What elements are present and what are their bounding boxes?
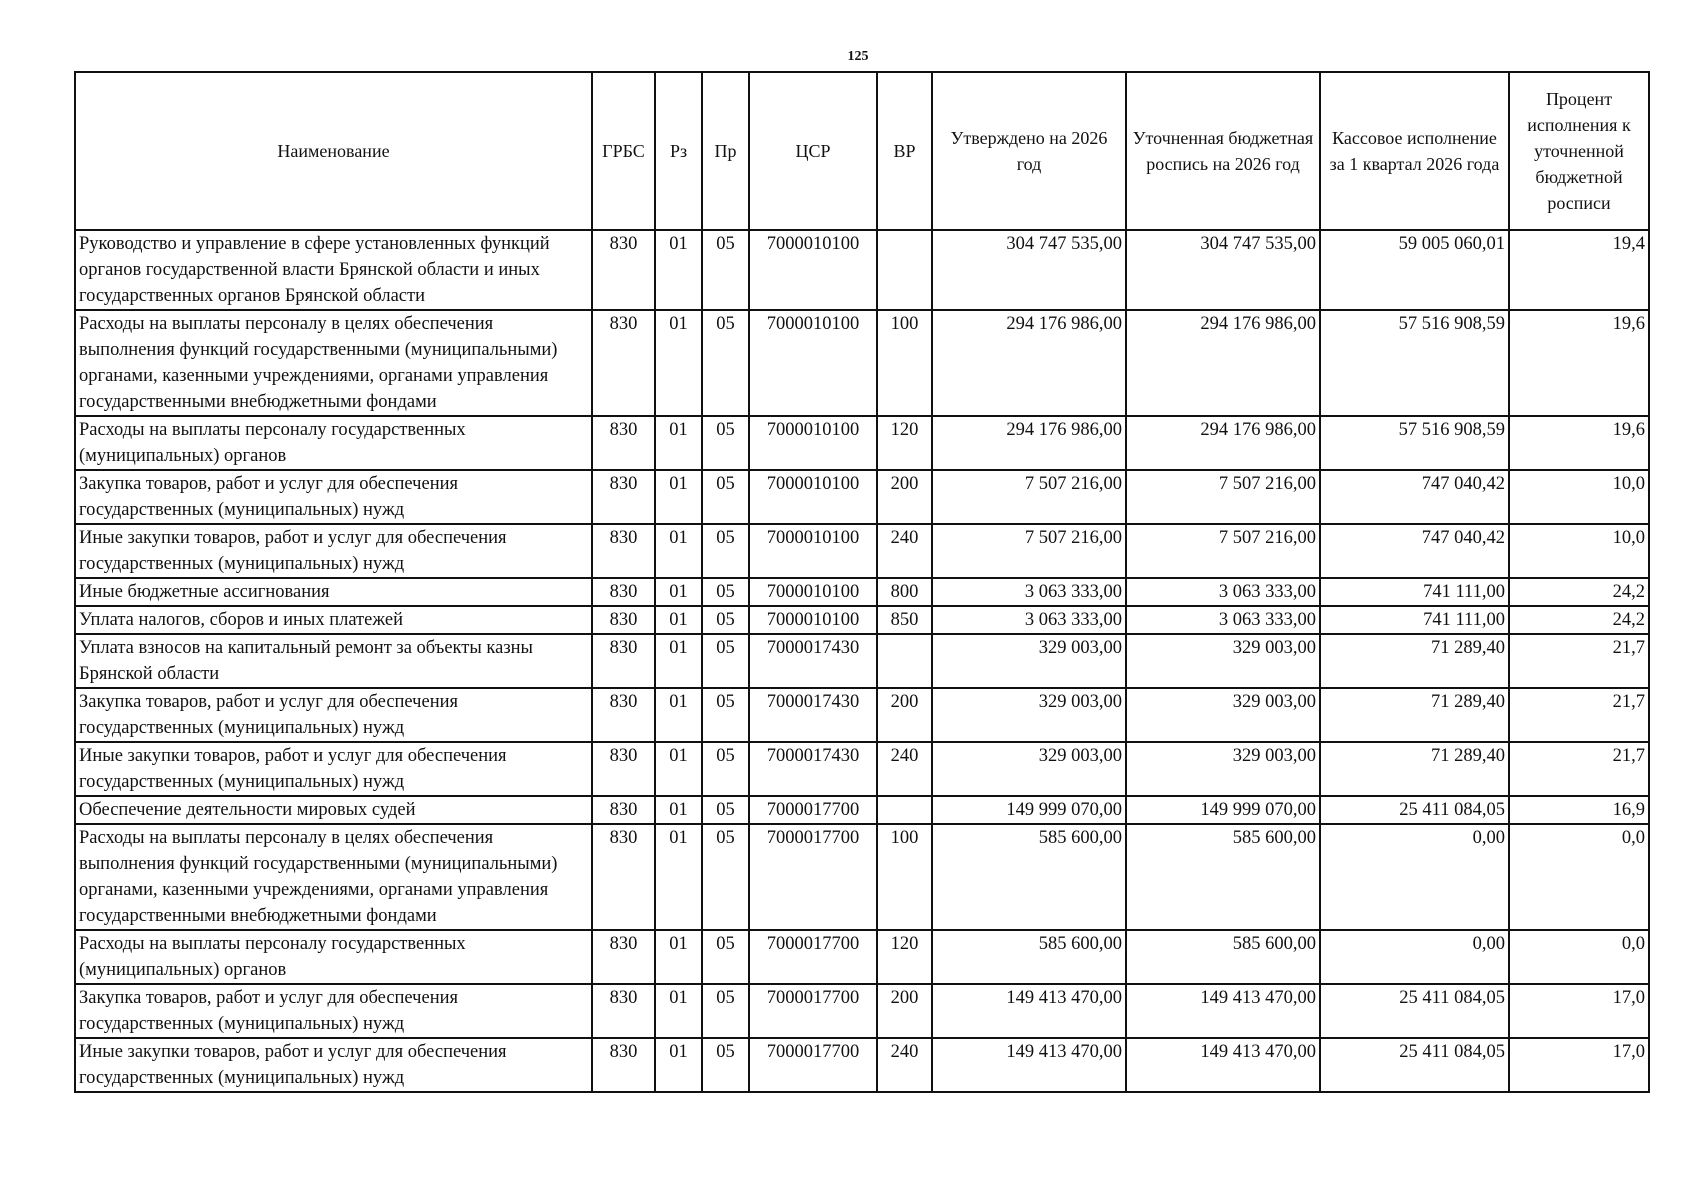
cell-cash: 741 111,00 xyxy=(1320,578,1509,606)
cell-rz: 01 xyxy=(655,606,702,634)
cell-csr: 7000010100 xyxy=(749,310,877,416)
cell-percent: 16,9 xyxy=(1509,796,1649,824)
cell-vr: 240 xyxy=(877,1038,932,1092)
cell-pr: 05 xyxy=(702,796,749,824)
cell-approved: 3 063 333,00 xyxy=(932,606,1126,634)
cell-refined: 329 003,00 xyxy=(1126,688,1320,742)
cell-csr: 7000010100 xyxy=(749,230,877,310)
cell-vr: 240 xyxy=(877,742,932,796)
cell-csr: 7000017430 xyxy=(749,688,877,742)
cell-percent: 19,4 xyxy=(1509,230,1649,310)
cell-cash: 59 005 060,01 xyxy=(1320,230,1509,310)
cell-refined: 294 176 986,00 xyxy=(1126,310,1320,416)
cell-approved: 3 063 333,00 xyxy=(932,578,1126,606)
table-row xyxy=(75,796,1649,824)
table-row xyxy=(75,524,1649,578)
cell-name: Уплата налогов, сборов и иных платежей xyxy=(75,606,592,634)
table-row xyxy=(75,230,1649,310)
cell-name: Обеспечение деятельности мировых судей xyxy=(75,796,592,824)
cell-refined: 294 176 986,00 xyxy=(1126,416,1320,470)
cell-name: Иные бюджетные ассигнования xyxy=(75,578,592,606)
cell-name: Расходы на выплаты персоналу государственных (муниципальных) органов xyxy=(75,930,592,984)
table-row xyxy=(75,930,1649,984)
cell-cash: 71 289,40 xyxy=(1320,688,1509,742)
cell-percent: 19,6 xyxy=(1509,416,1649,470)
header-cash: Кассовое исполнение за 1 квартал 2026 года xyxy=(1320,72,1509,230)
cell-cash: 747 040,42 xyxy=(1320,524,1509,578)
cell-grbs: 830 xyxy=(592,930,655,984)
cell-rz: 01 xyxy=(655,524,702,578)
cell-grbs: 830 xyxy=(592,688,655,742)
cell-cash: 25 411 084,05 xyxy=(1320,796,1509,824)
cell-name: Закупка товаров, работ и услуг для обеспечения государственных (муниципальных) нужд xyxy=(75,688,592,742)
table-row xyxy=(75,1038,1649,1092)
cell-rz: 01 xyxy=(655,1038,702,1092)
cell-csr: 7000010100 xyxy=(749,524,877,578)
table-row xyxy=(75,606,1649,634)
cell-csr: 7000010100 xyxy=(749,470,877,524)
cell-percent: 24,2 xyxy=(1509,606,1649,634)
cell-approved: 304 747 535,00 xyxy=(932,230,1126,310)
cell-csr: 7000010100 xyxy=(749,416,877,470)
cell-pr: 05 xyxy=(702,688,749,742)
cell-refined: 149 413 470,00 xyxy=(1126,1038,1320,1092)
header-vr: ВР xyxy=(877,72,932,230)
cell-vr: 200 xyxy=(877,984,932,1038)
cell-grbs: 830 xyxy=(592,230,655,310)
cell-rz: 01 xyxy=(655,470,702,524)
cell-rz: 01 xyxy=(655,930,702,984)
table-row xyxy=(75,416,1649,470)
cell-pr: 05 xyxy=(702,984,749,1038)
header-grbs: ГРБС xyxy=(592,72,655,230)
cell-pr: 05 xyxy=(702,310,749,416)
cell-grbs: 830 xyxy=(592,1038,655,1092)
cell-name: Закупка товаров, работ и услуг для обеспечения государственных (муниципальных) нужд xyxy=(75,470,592,524)
cell-grbs: 830 xyxy=(592,634,655,688)
cell-pr: 05 xyxy=(702,634,749,688)
cell-csr: 7000017700 xyxy=(749,1038,877,1092)
cell-approved: 149 999 070,00 xyxy=(932,796,1126,824)
cell-name: Иные закупки товаров, работ и услуг для обеспечения государственных (муниципальных) нужд xyxy=(75,742,592,796)
cell-approved: 329 003,00 xyxy=(932,688,1126,742)
cell-pr: 05 xyxy=(702,230,749,310)
cell-grbs: 830 xyxy=(592,796,655,824)
table-row xyxy=(75,470,1649,524)
cell-rz: 01 xyxy=(655,984,702,1038)
cell-csr: 7000010100 xyxy=(749,578,877,606)
cell-refined: 3 063 333,00 xyxy=(1126,578,1320,606)
cell-vr: 200 xyxy=(877,470,932,524)
cell-percent: 10,0 xyxy=(1509,524,1649,578)
cell-percent: 21,7 xyxy=(1509,688,1649,742)
cell-cash: 25 411 084,05 xyxy=(1320,984,1509,1038)
cell-csr: 7000017700 xyxy=(749,824,877,930)
cell-cash: 0,00 xyxy=(1320,824,1509,930)
cell-grbs: 830 xyxy=(592,824,655,930)
table-row xyxy=(75,742,1649,796)
cell-percent: 17,0 xyxy=(1509,984,1649,1038)
cell-vr: 240 xyxy=(877,524,932,578)
cell-refined: 329 003,00 xyxy=(1126,742,1320,796)
cell-rz: 01 xyxy=(655,578,702,606)
cell-name: Расходы на выплаты персоналу в целях обеспечения выполнения функций государственными (муниципальными) органами, казенными учреждениями, органами управления государственными внебюджетными фондами xyxy=(75,824,592,930)
cell-rz: 01 xyxy=(655,310,702,416)
cell-refined: 7 507 216,00 xyxy=(1126,470,1320,524)
cell-refined: 7 507 216,00 xyxy=(1126,524,1320,578)
cell-grbs: 830 xyxy=(592,416,655,470)
cell-percent: 21,7 xyxy=(1509,742,1649,796)
cell-approved: 7 507 216,00 xyxy=(932,470,1126,524)
cell-pr: 05 xyxy=(702,416,749,470)
cell-vr: 200 xyxy=(877,688,932,742)
cell-percent: 17,0 xyxy=(1509,1038,1649,1092)
header-pr: Пр xyxy=(702,72,749,230)
cell-refined: 304 747 535,00 xyxy=(1126,230,1320,310)
cell-csr: 7000017700 xyxy=(749,930,877,984)
cell-cash: 0,00 xyxy=(1320,930,1509,984)
cell-csr: 7000017700 xyxy=(749,796,877,824)
cell-percent: 0,0 xyxy=(1509,824,1649,930)
cell-vr xyxy=(877,796,932,824)
cell-name: Расходы на выплаты персоналу государственных (муниципальных) органов xyxy=(75,416,592,470)
cell-grbs: 830 xyxy=(592,470,655,524)
cell-approved: 585 600,00 xyxy=(932,930,1126,984)
cell-percent: 24,2 xyxy=(1509,578,1649,606)
cell-name: Иные закупки товаров, работ и услуг для обеспечения государственных (муниципальных) нужд xyxy=(75,524,592,578)
cell-grbs: 830 xyxy=(592,578,655,606)
budget-execution-table xyxy=(74,71,1650,1093)
cell-refined: 3 063 333,00 xyxy=(1126,606,1320,634)
cell-vr xyxy=(877,634,932,688)
cell-name: Закупка товаров, работ и услуг для обеспечения государственных (муниципальных) нужд xyxy=(75,984,592,1038)
cell-cash: 71 289,40 xyxy=(1320,634,1509,688)
table-body xyxy=(75,230,1649,1092)
cell-cash: 747 040,42 xyxy=(1320,470,1509,524)
cell-cash: 741 111,00 xyxy=(1320,606,1509,634)
table-row xyxy=(75,578,1649,606)
cell-rz: 01 xyxy=(655,796,702,824)
cell-pr: 05 xyxy=(702,742,749,796)
cell-grbs: 830 xyxy=(592,310,655,416)
cell-approved: 329 003,00 xyxy=(932,742,1126,796)
cell-cash: 57 516 908,59 xyxy=(1320,416,1509,470)
cell-vr: 120 xyxy=(877,416,932,470)
table-row xyxy=(75,310,1649,416)
cell-rz: 01 xyxy=(655,416,702,470)
cell-grbs: 830 xyxy=(592,984,655,1038)
cell-refined: 149 999 070,00 xyxy=(1126,796,1320,824)
cell-csr: 7000017430 xyxy=(749,634,877,688)
cell-name: Иные закупки товаров, работ и услуг для обеспечения государственных (муниципальных) нужд xyxy=(75,1038,592,1092)
cell-vr xyxy=(877,230,932,310)
cell-rz: 01 xyxy=(655,634,702,688)
cell-grbs: 830 xyxy=(592,524,655,578)
header-refined: Уточненная бюджетная роспись на 2026 год xyxy=(1126,72,1320,230)
cell-refined: 149 413 470,00 xyxy=(1126,984,1320,1038)
cell-pr: 05 xyxy=(702,606,749,634)
cell-vr: 120 xyxy=(877,930,932,984)
cell-cash: 25 411 084,05 xyxy=(1320,1038,1509,1092)
cell-approved: 294 176 986,00 xyxy=(932,310,1126,416)
cell-cash: 57 516 908,59 xyxy=(1320,310,1509,416)
header-percent: Процент исполнения к уточненной бюджетной росписи xyxy=(1509,72,1649,230)
cell-approved: 149 413 470,00 xyxy=(932,1038,1126,1092)
header-name: Наименование xyxy=(75,72,592,230)
cell-approved: 329 003,00 xyxy=(932,634,1126,688)
table-header-row xyxy=(75,72,1649,230)
cell-csr: 7000017430 xyxy=(749,742,877,796)
cell-csr: 7000017700 xyxy=(749,984,877,1038)
cell-pr: 05 xyxy=(702,824,749,930)
cell-name: Руководство и управление в сфере установленных функций органов государственной власти Брянской области и иных государственных органов Брянской области xyxy=(75,230,592,310)
cell-percent: 19,6 xyxy=(1509,310,1649,416)
cell-pr: 05 xyxy=(702,524,749,578)
cell-vr: 100 xyxy=(877,310,932,416)
cell-percent: 21,7 xyxy=(1509,634,1649,688)
table-row xyxy=(75,824,1649,930)
table-row xyxy=(75,688,1649,742)
cell-refined: 585 600,00 xyxy=(1126,930,1320,984)
cell-pr: 05 xyxy=(702,578,749,606)
header-rz: Рз xyxy=(655,72,702,230)
header-approved: Утверждено на 2026 год xyxy=(932,72,1126,230)
cell-vr: 850 xyxy=(877,606,932,634)
cell-vr: 100 xyxy=(877,824,932,930)
header-csr: ЦСР xyxy=(749,72,877,230)
cell-rz: 01 xyxy=(655,742,702,796)
cell-csr: 7000010100 xyxy=(749,606,877,634)
cell-grbs: 830 xyxy=(592,742,655,796)
cell-percent: 10,0 xyxy=(1509,470,1649,524)
cell-cash: 71 289,40 xyxy=(1320,742,1509,796)
cell-pr: 05 xyxy=(702,930,749,984)
cell-refined: 329 003,00 xyxy=(1126,634,1320,688)
cell-pr: 05 xyxy=(702,1038,749,1092)
cell-rz: 01 xyxy=(655,824,702,930)
cell-approved: 7 507 216,00 xyxy=(932,524,1126,578)
cell-percent: 0,0 xyxy=(1509,930,1649,984)
cell-refined: 585 600,00 xyxy=(1126,824,1320,930)
cell-rz: 01 xyxy=(655,688,702,742)
cell-name: Уплата взносов на капитальный ремонт за объекты казны Брянской области xyxy=(75,634,592,688)
cell-grbs: 830 xyxy=(592,606,655,634)
cell-approved: 294 176 986,00 xyxy=(932,416,1126,470)
cell-name: Расходы на выплаты персоналу в целях обеспечения выполнения функций государственными (муниципальными) органами, казенными учреждениями, органами управления государственными внебюджетными фондами xyxy=(75,310,592,416)
cell-approved: 585 600,00 xyxy=(932,824,1126,930)
cell-approved: 149 413 470,00 xyxy=(932,984,1126,1038)
cell-pr: 05 xyxy=(702,470,749,524)
cell-vr: 800 xyxy=(877,578,932,606)
cell-rz: 01 xyxy=(655,230,702,310)
table-row xyxy=(75,634,1649,688)
page-number: 125 xyxy=(847,49,869,64)
table-row xyxy=(75,984,1649,1038)
